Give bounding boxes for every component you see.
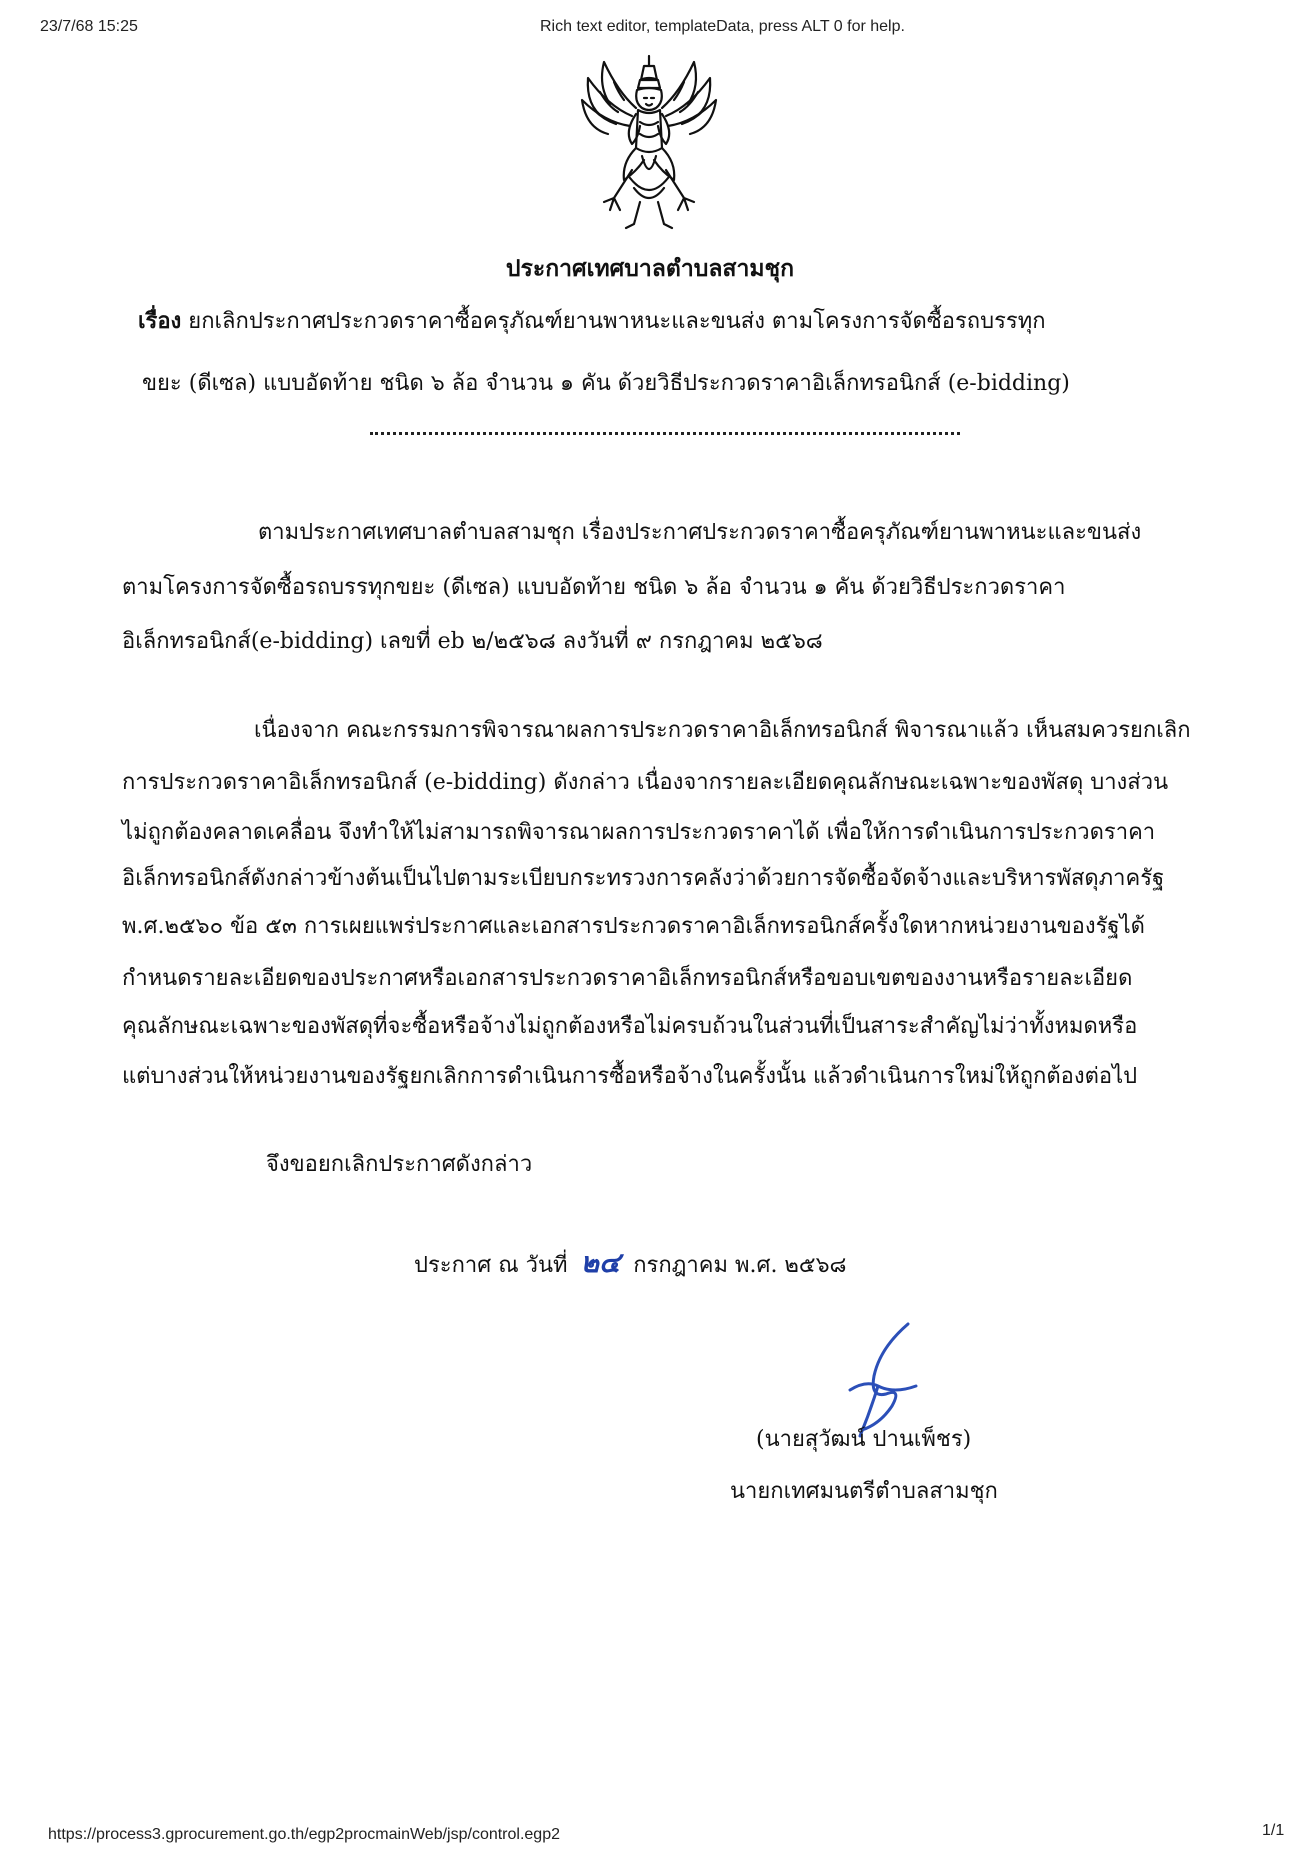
signer-name: (นายสุวัฒน์ ปานเพ็ชร) xyxy=(756,1427,972,1452)
paragraph1-line: ตามโครงการจัดซื้อรถบรรทุกขยะ (ดีเซล) แบบอัดท้าย ชนิด ๖ ล้อ จำนวน ๑ คัน ด้วยวิธีประกวดราคา xyxy=(122,575,1066,600)
paragraph2-line: การประกวดราคาอิเล็กทรอนิกส์ (e-bidding) ดังกล่าว เนื่องจากรายละเอียดคุณลักษณะเฉพาะของพัสดุ บางส่วน xyxy=(122,770,1169,795)
handwritten-signature xyxy=(820,1320,960,1440)
paragraph1-line: ตามประกาศเทศบาลตำบลสามชุก เรื่องประกาศประกวดราคาซื้อครุภัณฑ์ยานพาหนะและขนส่ง xyxy=(258,520,1142,545)
subject-label: เรื่อง xyxy=(138,308,182,334)
print-timestamp: 23/7/68 15:25 xyxy=(40,18,138,35)
paragraph2-line: ไม่ถูกต้องคลาดเคลื่อน จึงทำให้ไม่สามารถพิจารณาผลการประกวดราคาได้ เพื่อให้การดำเนินการประกวดราคา xyxy=(122,820,1156,845)
subject-text-1: ยกเลิกประกาศประกวดราคาซื้อครุภัณฑ์ยานพาหนะและขนส่ง ตามโครงการจัดซื้อรถบรรทุก xyxy=(188,309,1046,334)
document-title: ประกาศเทศบาลตำบลสามชุก xyxy=(505,255,795,282)
announcement-date xyxy=(414,1248,847,1281)
handwritten-day: ๒๔ xyxy=(580,1246,621,1279)
paragraph2-line: เนื่องจาก คณะกรรมการพิจารณาผลการประกวดราคาอิเล็กทรอนิกส์ พิจารณาแล้ว เห็นสมควรยกเลิก xyxy=(254,718,1191,743)
print-url: https://process3.gprocurement.go.th/egp2procmainWeb/jsp/control.egp2 xyxy=(48,1826,560,1843)
paragraph2-line: คุณลักษณะเฉพาะของพัสดุที่จะซื้อหรือจ้างไม่ถูกต้องหรือไม่ครบถ้วนในส่วนที่เป็นสาระสำคัญไม่ว่าทั้งหมดหรือ xyxy=(122,1014,1138,1039)
dotted-separator xyxy=(370,432,960,435)
paragraph2-line: พ.ศ.๒๕๖๐ ข้อ ๕๓ การเผยแพร่ประกาศและเอกสารประกวดราคาอิเล็กทรอนิกส์ครั้งใดหากหน่วยงานของรัฐได้ xyxy=(122,914,1145,939)
garuda-emblem-icon xyxy=(574,52,724,232)
paragraph2-line: อิเล็กทรอนิกส์ดังกล่าวข้างต้นเป็นไปตามระเบียบกระทรวงการคลังว่าด้วยการจัดซื้อจัดจ้างและบริหารพัสดุภาครัฐ xyxy=(122,866,1165,891)
announcement-prefix: ประกาศ ณ วันที่ xyxy=(414,1253,568,1278)
signer-position: นายกเทศมนตรีตำบลสามชุก xyxy=(730,1479,998,1504)
paragraph2-line: แต่บางส่วนให้หน่วยงานของรัฐยกเลิกการดำเนินการซื้อหรือจ้างในครั้งนั้น แล้วดำเนินการใหม่ให้ถูกต้องต่อไป xyxy=(122,1064,1138,1089)
paragraph1-line: อิเล็กทรอนิกส์(e-bidding) เลขที่ eb ๒/๒๕๖๘ ลงวันที่ ๙ กรกฎาคม ๒๕๖๘ xyxy=(122,629,823,654)
closing-statement: จึงขอยกเลิกประกาศดังกล่าว xyxy=(266,1152,533,1177)
subject-line-1 xyxy=(138,306,1046,337)
subject-line-2: ขยะ (ดีเซล) แบบอัดท้าย ชนิด ๖ ล้อ จำนวน ๑ คัน ด้วยวิธีประกวดราคาอิเล็กทรอนิกส์ (e-bidding) xyxy=(142,371,1070,396)
announcement-suffix: กรกฎาคม พ.ศ. ๒๕๖๘ xyxy=(633,1253,847,1278)
print-page-title: Rich text editor, templateData, press ALT 0 for help. xyxy=(540,18,905,35)
page-number: 1/1 xyxy=(1262,1822,1285,1839)
paragraph2-line: กำหนดรายละเอียดของประกาศหรือเอกสารประกวดราคาอิเล็กทรอนิกส์หรือขอบเขตของงานหรือรายละเอียด xyxy=(122,966,1133,991)
